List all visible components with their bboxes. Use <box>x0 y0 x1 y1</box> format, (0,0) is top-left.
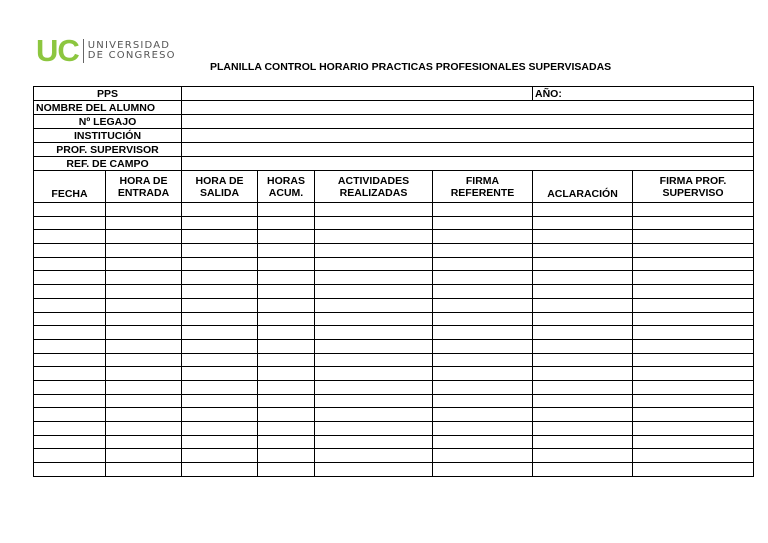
table-cell[interactable] <box>315 463 433 477</box>
table-cell[interactable] <box>258 326 315 340</box>
table-cell[interactable] <box>315 244 433 258</box>
table-cell[interactable] <box>106 230 182 244</box>
attendance-form <box>33 86 754 477</box>
table-cell[interactable] <box>182 312 258 326</box>
table-cell[interactable] <box>34 422 106 436</box>
table-cell[interactable] <box>182 230 258 244</box>
table-row <box>34 216 754 230</box>
table-cell[interactable] <box>533 367 633 381</box>
table-cell[interactable] <box>182 244 258 258</box>
page-title: PLANILLA CONTROL HORARIO PRACTICAS PROFESIONALES SUPERVISADAS <box>210 61 612 73</box>
table-cell[interactable] <box>533 422 633 436</box>
table-cell[interactable] <box>106 298 182 312</box>
table-cell[interactable] <box>433 244 533 258</box>
table-cell[interactable] <box>315 367 433 381</box>
table-cell[interactable] <box>633 435 754 449</box>
table-cell[interactable] <box>182 353 258 367</box>
table-cell[interactable] <box>34 326 106 340</box>
table-cell[interactable] <box>106 380 182 394</box>
table-cell[interactable] <box>106 216 182 230</box>
table-cell[interactable] <box>633 422 754 436</box>
table-cell[interactable] <box>533 216 633 230</box>
table-cell[interactable] <box>258 244 315 258</box>
table-cell[interactable] <box>633 216 754 230</box>
table-cell[interactable] <box>106 285 182 299</box>
table-cell[interactable] <box>106 408 182 422</box>
table-row <box>34 312 754 326</box>
university-logo <box>36 33 176 68</box>
file-number-value[interactable] <box>182 115 754 129</box>
student-name-label: NOMBRE DEL ALUMNO <box>34 101 182 115</box>
table-cell[interactable] <box>315 394 433 408</box>
table-cell[interactable] <box>34 271 106 285</box>
table-cell[interactable] <box>34 367 106 381</box>
table-cell[interactable] <box>182 380 258 394</box>
table-cell[interactable] <box>633 367 754 381</box>
table-cell[interactable] <box>34 353 106 367</box>
institution-label: INSTITUCIÓN <box>34 129 182 143</box>
table-cell[interactable] <box>433 326 533 340</box>
table-cell[interactable] <box>106 353 182 367</box>
table-cell[interactable] <box>433 285 533 299</box>
table-cell[interactable] <box>258 463 315 477</box>
table-cell[interactable] <box>433 257 533 271</box>
log-rows <box>34 203 754 477</box>
table-row <box>34 230 754 244</box>
row-student-name <box>34 101 754 115</box>
table-cell[interactable] <box>34 449 106 463</box>
table-cell[interactable] <box>533 257 633 271</box>
table-cell[interactable] <box>258 380 315 394</box>
student-name-value[interactable] <box>182 101 754 115</box>
table-cell[interactable] <box>433 271 533 285</box>
table-cell[interactable] <box>533 353 633 367</box>
row-file-number <box>34 115 754 129</box>
table-cell[interactable] <box>633 339 754 353</box>
table-cell[interactable] <box>633 257 754 271</box>
table-row <box>34 326 754 340</box>
table-cell[interactable] <box>315 408 433 422</box>
row-pps <box>34 87 754 101</box>
table-cell[interactable] <box>633 353 754 367</box>
table-cell[interactable] <box>315 326 433 340</box>
table-cell[interactable] <box>258 216 315 230</box>
table-cell[interactable] <box>533 339 633 353</box>
table-cell[interactable] <box>533 408 633 422</box>
table-cell[interactable] <box>34 408 106 422</box>
table-cell[interactable] <box>633 298 754 312</box>
table-cell[interactable] <box>433 408 533 422</box>
table-cell[interactable] <box>533 449 633 463</box>
table-cell[interactable] <box>433 394 533 408</box>
table-cell[interactable] <box>533 271 633 285</box>
table-cell[interactable] <box>533 463 633 477</box>
table-row <box>34 394 754 408</box>
table-cell[interactable] <box>315 435 433 449</box>
table-cell[interactable] <box>258 203 315 217</box>
table-cell[interactable] <box>315 339 433 353</box>
table-cell[interactable] <box>315 216 433 230</box>
table-cell[interactable] <box>106 449 182 463</box>
table-cell[interactable] <box>533 298 633 312</box>
table-cell[interactable] <box>182 257 258 271</box>
table-row <box>34 422 754 436</box>
table-cell[interactable] <box>182 408 258 422</box>
table-row <box>34 298 754 312</box>
table-row <box>34 271 754 285</box>
table-cell[interactable] <box>633 449 754 463</box>
table-cell[interactable] <box>633 408 754 422</box>
table-cell[interactable] <box>106 312 182 326</box>
table-cell[interactable] <box>633 271 754 285</box>
table-cell[interactable] <box>258 394 315 408</box>
table-cell[interactable] <box>433 312 533 326</box>
table-cell[interactable] <box>182 449 258 463</box>
table-row <box>34 339 754 353</box>
table-cell[interactable] <box>106 203 182 217</box>
table-cell[interactable] <box>258 271 315 285</box>
table-cell[interactable] <box>258 435 315 449</box>
table-cell[interactable] <box>106 244 182 258</box>
table-cell[interactable] <box>182 216 258 230</box>
table-cell[interactable] <box>182 285 258 299</box>
table-cell[interactable] <box>182 394 258 408</box>
table-cell[interactable] <box>315 203 433 217</box>
table-cell[interactable] <box>433 216 533 230</box>
table-cell[interactable] <box>258 230 315 244</box>
pps-label: PPS <box>34 87 182 101</box>
logo-text <box>88 41 176 61</box>
table-cell[interactable] <box>433 230 533 244</box>
table-cell[interactable] <box>315 230 433 244</box>
table-cell[interactable] <box>34 298 106 312</box>
table-cell[interactable] <box>533 312 633 326</box>
table-row <box>34 285 754 299</box>
supervisor-label: PROF. SUPERVISOR <box>34 143 182 157</box>
table-cell[interactable] <box>315 312 433 326</box>
field-ref-label: REF. DE CAMPO <box>34 157 182 171</box>
table-cell[interactable] <box>258 449 315 463</box>
logo-line-1: UNIVERSIDAD <box>87 40 171 51</box>
table-row <box>34 380 754 394</box>
table-cell[interactable] <box>34 285 106 299</box>
table-cell[interactable] <box>34 216 106 230</box>
table-cell[interactable] <box>258 257 315 271</box>
table-cell[interactable] <box>433 422 533 436</box>
table-cell[interactable] <box>433 463 533 477</box>
table-row <box>34 463 754 477</box>
col-entry-time: HORA DE ENTRADA <box>106 171 182 203</box>
table-cell[interactable] <box>633 203 754 217</box>
table-cell[interactable] <box>633 244 754 258</box>
table-row <box>34 449 754 463</box>
table-cell[interactable] <box>258 353 315 367</box>
table-cell[interactable] <box>315 257 433 271</box>
table-cell[interactable] <box>258 422 315 436</box>
table-cell[interactable] <box>106 271 182 285</box>
col-supervisor-signature: FIRMA PROF. SUPERVISO <box>633 171 754 203</box>
logo-line-2: DE CONGRESO <box>87 50 176 61</box>
table-row <box>34 408 754 422</box>
table-cell[interactable] <box>106 435 182 449</box>
logo-mark: UC <box>36 33 79 68</box>
col-date: FECHA <box>34 171 106 203</box>
file-number-label: Nº LEGAJO <box>34 115 182 129</box>
table-cell[interactable] <box>34 312 106 326</box>
row-supervisor <box>34 143 754 157</box>
col-exit-time: HORA DE SALIDA <box>182 171 258 203</box>
table-cell[interactable] <box>258 339 315 353</box>
table-cell[interactable] <box>633 312 754 326</box>
row-institution <box>34 129 754 143</box>
table-cell[interactable] <box>533 326 633 340</box>
table-cell[interactable] <box>315 285 433 299</box>
table-cell[interactable] <box>533 285 633 299</box>
table-cell[interactable] <box>34 339 106 353</box>
institution-value[interactable] <box>182 129 754 143</box>
table-cell[interactable] <box>315 271 433 285</box>
table-row <box>34 203 754 217</box>
table-cell[interactable] <box>182 298 258 312</box>
table-cell[interactable] <box>34 257 106 271</box>
table-cell[interactable] <box>34 230 106 244</box>
table-cell[interactable] <box>433 449 533 463</box>
table-cell[interactable] <box>315 298 433 312</box>
table-cell[interactable] <box>182 271 258 285</box>
table-cell[interactable] <box>633 230 754 244</box>
table-cell[interactable] <box>182 203 258 217</box>
logo-divider <box>83 39 84 63</box>
table-cell[interactable] <box>106 367 182 381</box>
table-cell[interactable] <box>433 380 533 394</box>
row-field-ref <box>34 157 754 171</box>
col-activities: ACTIVIDADES REALIZADAS <box>315 171 433 203</box>
table-cell[interactable] <box>433 298 533 312</box>
table-cell[interactable] <box>106 394 182 408</box>
table-cell[interactable] <box>433 367 533 381</box>
table-cell[interactable] <box>533 203 633 217</box>
table-cell[interactable] <box>633 326 754 340</box>
table-cell[interactable] <box>533 244 633 258</box>
table-cell[interactable] <box>258 298 315 312</box>
table-row <box>34 353 754 367</box>
table-cell[interactable] <box>433 353 533 367</box>
table-cell[interactable] <box>633 463 754 477</box>
table-cell[interactable] <box>533 230 633 244</box>
col-clarification: ACLARACIÓN <box>533 171 633 203</box>
table-cell[interactable] <box>34 203 106 217</box>
table-row <box>34 257 754 271</box>
year-field[interactable]: AÑO: <box>533 87 754 101</box>
table-cell[interactable] <box>633 285 754 299</box>
table-row <box>34 435 754 449</box>
table-cell[interactable] <box>34 435 106 449</box>
col-signature: FIRMA REFERENTE <box>433 171 533 203</box>
table-cell[interactable] <box>106 463 182 477</box>
table-cell[interactable] <box>433 339 533 353</box>
table-cell[interactable] <box>315 449 433 463</box>
table-cell[interactable] <box>34 380 106 394</box>
table-cell[interactable] <box>315 422 433 436</box>
table-cell[interactable] <box>533 394 633 408</box>
table-cell[interactable] <box>633 380 754 394</box>
table-cell[interactable] <box>182 435 258 449</box>
table-cell[interactable] <box>315 380 433 394</box>
table-row <box>34 244 754 258</box>
table-cell[interactable] <box>106 422 182 436</box>
table-cell[interactable] <box>182 463 258 477</box>
table-cell[interactable] <box>258 312 315 326</box>
table-cell[interactable] <box>34 394 106 408</box>
pps-value[interactable] <box>182 87 533 101</box>
table-cell[interactable] <box>34 463 106 477</box>
table-cell[interactable] <box>106 326 182 340</box>
table-row <box>34 367 754 381</box>
table-cell[interactable] <box>315 353 433 367</box>
table-cell[interactable] <box>258 367 315 381</box>
table-cell[interactable] <box>433 435 533 449</box>
table-cell[interactable] <box>533 380 633 394</box>
table-cell[interactable] <box>182 326 258 340</box>
column-header-row <box>34 171 754 203</box>
table-cell[interactable] <box>106 339 182 353</box>
table-cell[interactable] <box>182 422 258 436</box>
table-cell[interactable] <box>182 367 258 381</box>
table-cell[interactable] <box>34 244 106 258</box>
table-cell[interactable] <box>633 394 754 408</box>
field-ref-value[interactable] <box>182 157 754 171</box>
table-cell[interactable] <box>106 257 182 271</box>
table-cell[interactable] <box>258 285 315 299</box>
table-cell[interactable] <box>182 339 258 353</box>
supervisor-value[interactable] <box>182 143 754 157</box>
table-cell[interactable] <box>258 408 315 422</box>
col-acc-hours: HORAS ACUM. <box>258 171 315 203</box>
table-cell[interactable] <box>433 203 533 217</box>
table-cell[interactable] <box>533 435 633 449</box>
